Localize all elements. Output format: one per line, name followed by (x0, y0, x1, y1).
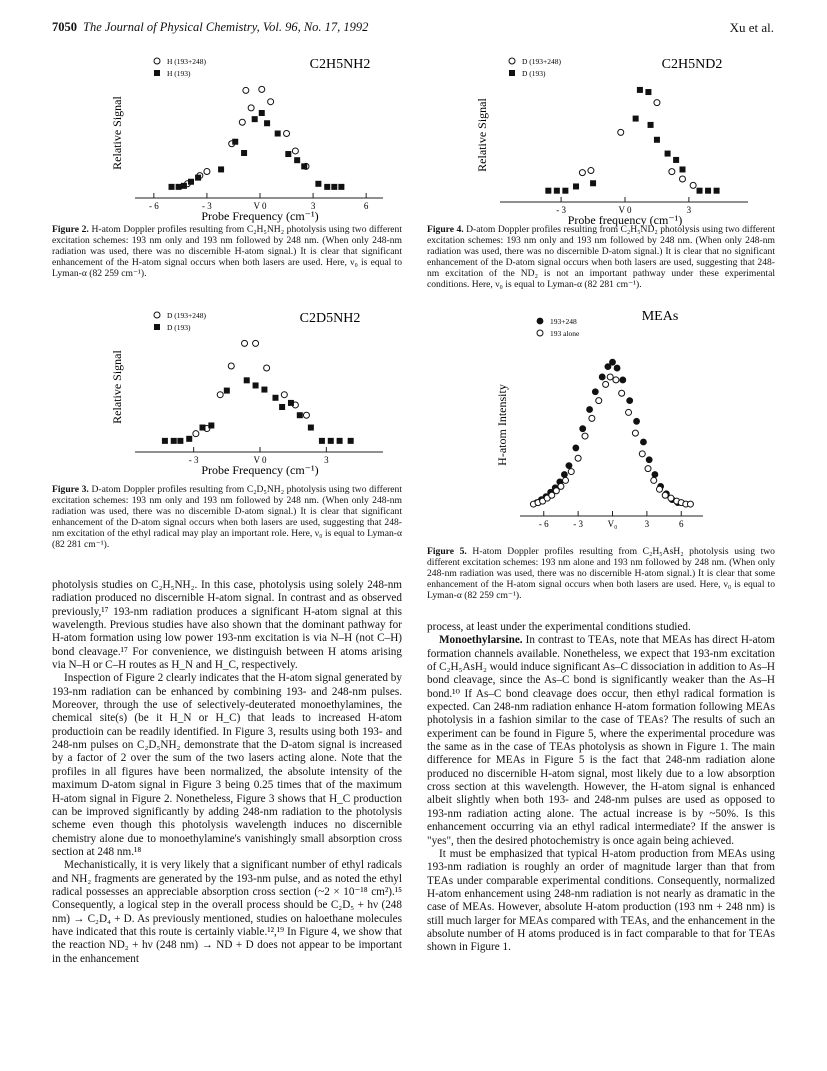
data-point (669, 169, 675, 175)
data-point (294, 157, 300, 163)
figure-3-caption (52, 485, 402, 550)
data-point (285, 151, 291, 157)
data-point (599, 374, 606, 381)
data-point (651, 471, 658, 478)
data-point (244, 377, 250, 383)
x-tick-label: V 0 (618, 205, 632, 215)
x-tick-label: 3 (310, 201, 316, 211)
data-point (331, 184, 337, 190)
header-left (52, 20, 368, 35)
data-point (645, 89, 651, 95)
data-point (640, 439, 647, 446)
data-point (272, 395, 278, 401)
figure-2-caption (52, 225, 402, 280)
legend-marker (537, 318, 544, 325)
data-point (239, 119, 245, 125)
data-point (186, 436, 192, 442)
data-point (690, 182, 696, 188)
data-point (626, 409, 632, 415)
legend-entry: D (193) (167, 323, 191, 332)
data-point (607, 374, 613, 380)
figure-5 (495, 300, 720, 540)
data-point (609, 359, 616, 366)
legend-entry: 193 alone (550, 329, 580, 338)
data-point (217, 392, 223, 398)
x-tick-label: 6 (679, 519, 684, 529)
data-point (563, 477, 569, 483)
data-point (586, 406, 593, 413)
paragraph: Mechanistically, it is very likely that a significant number of ethyl radicals and NH₂ fragments are generated by the 193-nm pulse, and as noted the ethyl radical possesses an appreciable absorption cross section (~2 × 10⁻¹⁸ cm²).¹⁵ Consequently, a logical step in the overall process should be C₂D₅ + hν (248 nm) → C₂D₄ + D. As previously mentioned, studies on haloethane molecules have indicated that this route is certainly viable.¹²,¹⁹ In Figure 4, we show that the reaction ND₂ + hν (248 nm) → ND + D does not appear to be important in the enhancement (52, 859, 402, 965)
data-point (261, 387, 267, 393)
data-point (208, 422, 214, 428)
paragraph (427, 634, 775, 848)
legend-marker (509, 70, 515, 76)
data-point (169, 184, 175, 190)
data-point (242, 340, 248, 346)
figure-5-caption-text: H-atom Doppler profiles resulting from C₂H₅AsH₂ photolysis using two different excitation schemes: 193 nm alone and 193 nm followed by 248 nm. (When only 248-nm radiation was used, there was no discernible H-atom signal.) It is clear that some enhancement of the H-atom signal occurs when both lasers are used. Here, ν₀ is equal to Lyman-α (82 259 cm⁻¹). (427, 546, 775, 601)
x-tick-label: - 3 (556, 205, 566, 215)
data-point (337, 438, 343, 444)
x-axis-label: Probe Frequency (cm⁻¹) (201, 463, 319, 477)
y-axis-label: Relative Signal (110, 350, 124, 424)
data-point (596, 398, 602, 404)
data-point (176, 184, 182, 190)
page-number: 7050 (52, 20, 77, 34)
data-point (633, 418, 640, 425)
y-axis-label: Relative Signal (110, 96, 124, 170)
data-point (562, 188, 568, 194)
data-point (665, 151, 671, 157)
x-axis-label: Probe Frequency (cm⁻¹) (201, 209, 319, 223)
data-point (613, 377, 619, 383)
data-point (264, 120, 270, 126)
data-point (338, 184, 344, 190)
data-point (288, 400, 294, 406)
x-tick-label: 3 (644, 519, 650, 529)
x-axis-label: Probe frequency (cm⁻¹) (567, 213, 683, 227)
data-point (592, 388, 599, 395)
data-point (558, 483, 564, 489)
data-point (328, 438, 334, 444)
data-point (603, 381, 609, 387)
data-point (303, 412, 309, 418)
data-point (253, 340, 259, 346)
data-point (697, 188, 703, 194)
figure-5-caption (427, 547, 775, 602)
data-point (582, 433, 588, 439)
paragraph: Inspection of Figure 2 clearly indicates that the H-atom signal generated by 193-nm radiation can be enhanced by combining 193- and 248-nm pulses. Moreover, through the use of selectively-deuterated monoethylamines, the chemical site(s) (be it H_N or H_C) that leads to increased H-atom productioin can be readily identified. In Figure 3, results using both 193- and 248-nm pulses on C₂D₅NH₂ demonstrate that the D-atom signal is increased by a factor of 2 over the sum of the two lasers acting alone. Note that the profiles in all figures have been normalized, the absolute intensity of the maximum D-atom signal in Figure 3 being 0.25 times that of the maximum H-atom signal in Figure 2. Nonetheless, Figure 3 shows that H_C production can be improved significantly by adding 248-nm radiation to the photolysis scheme even though this photolysis wavelength induces no discernible chemistry alone due to monoethylamine's vanishingly small absorption cross section at 248 nm.¹⁸ (52, 672, 402, 858)
data-point (680, 176, 686, 182)
paragraph-text: In contrast to TEAs, note that MEAs has direct H-atom formation channels available. Nonetheless, we expect that 193-nm excitation of C₂H₅AsH₂ would induce significant As–C dissociation in addition to As–H bond cleavage, since the As–C bond is significantly weaker than the As–H bond.¹⁰ If As–C bond cleavage does occur, then ethyl radical formation is expected. Can 248-nm radiation enhance H-atom formation following MEAs photolysis in a fashion similar to the case of TEAs? The results of such an experiment can be found in Figure 5, where the experimental procedure was the same as in the case of TEAs photolysis as shown in Figure 1. The main difference for MEAs in Figure 5 is the fact that 248-nm radiation alone produced no discernible H-atom signal, most likely due to a low absorption cross section at this wavelength. However, the H-atom signal is enhanced albeit slightly when both 193- and 248-nm pulses are used as opposed to 193-nm radiation acting alone. The actual increase is by ~50%. Is this enhancement occurring via an ethyl radical intermediate? If the answer is "yes", then the desired photochemistry is once again being achieved. (427, 634, 775, 847)
data-point (259, 86, 265, 92)
x-tick-label: V₀ (607, 519, 618, 529)
figure-2-caption-label: Figure 2. (52, 224, 89, 235)
data-point (654, 137, 660, 143)
data-point (656, 486, 662, 492)
data-point (224, 388, 230, 394)
figure-4-caption-label: Figure 4. (427, 224, 464, 235)
data-point (687, 501, 693, 507)
chart-title: C2D5NH2 (299, 311, 361, 326)
data-point (579, 170, 585, 176)
data-point (590, 180, 596, 186)
chart-title: MEAs (641, 309, 679, 324)
figure-2 (95, 52, 405, 223)
data-point (618, 129, 624, 135)
x-tick-label: - 3 (573, 519, 583, 529)
data-point (301, 163, 307, 169)
data-point (626, 397, 633, 404)
legend-marker (509, 58, 515, 64)
legend-entry: D (193+248) (167, 311, 207, 320)
data-point (284, 131, 290, 137)
legend-marker (154, 324, 160, 330)
data-point (680, 166, 686, 172)
data-point (619, 390, 625, 396)
x-tick-label: - 6 (148, 201, 159, 211)
legend-entry: H (193) (167, 69, 191, 78)
x-tick-label: - 3 (188, 455, 199, 465)
paragraph: photolysis studies on C₂H₅NH₂. In this case, photolysis using solely 248-nm radiation produced no discernible H-atom signal. In contrast and as observed previously,¹⁷ 193-nm radiation produces a significant H-atom signal at this wavelength. Previous studies have also shown that the dominant pathway for H-atom formation using low power 193-nm excitation is via N–H (not C–H) bond cleavage.¹⁷ For convenience, we distinguish between H atoms arising via N–H or C–H routes as H_N and H_C, respectively. (52, 579, 402, 672)
data-point (200, 425, 206, 431)
data-point (193, 431, 199, 437)
data-point (188, 179, 194, 185)
data-point (264, 365, 270, 371)
paragraph: It must be emphasized that typical H-atom production from MEAs using 193-nm radiation is roughly an order of magnitude larger than that from TEAs under comparable experimental conditions. Consequently, normalized H-atom enhancement using 248-nm radiation is not nearly as dramatic in the case of MEAs. However, absolute H-atom production (193 nm + 248 nm) is still much larger for MEAs compared with TEAs, and the enhancement in the absolute number of H atoms produced is in fact comparable to that for TEAs shown in Figure 1. (427, 847, 775, 954)
data-point (654, 100, 660, 106)
legend-entry: D (193+248) (522, 57, 562, 66)
data-point (181, 183, 187, 189)
legend-entry: H (193+248) (167, 57, 207, 66)
header-authors: Xu et al. (729, 20, 774, 35)
data-point (645, 466, 651, 472)
figure-3-caption-text: D-atom Doppler profiles resulting from C₂D₅NH₂ photolysis using two different excitation schemes: 193 nm only and 193 nm followed by 248 nm. (When only 248-nm radiation was used, there was no discernible D-atom signal.) It is clear that significant enhancement of the D-atom signal occurs when both lasers are used, suggesting that 248-nm excitation of the ethyl radical may play an important role. Here, ν₀ is equal to Lyman-α (82 281 cm⁻¹). (52, 484, 402, 550)
legend-marker (537, 330, 543, 336)
x-tick-label: V 0 (253, 455, 267, 465)
figure-4-caption (427, 225, 775, 290)
legend-marker (154, 70, 160, 76)
data-point (705, 188, 711, 194)
data-point (714, 188, 720, 194)
data-point (177, 438, 183, 444)
data-point (348, 438, 354, 444)
data-point (324, 184, 330, 190)
data-point (315, 181, 321, 187)
x-tick-label: - 3 (202, 201, 212, 211)
y-axis-label: H-atom Intensity (495, 384, 509, 466)
data-point (218, 166, 224, 172)
data-point (579, 425, 586, 432)
data-point (281, 392, 287, 398)
figure-4-chart (470, 52, 770, 227)
data-point (573, 183, 579, 189)
section-heading: Monoethylarsine. (439, 634, 523, 647)
data-point (243, 87, 249, 93)
data-point (248, 105, 254, 111)
data-point (646, 456, 653, 463)
data-point (279, 404, 285, 410)
data-point (639, 451, 645, 457)
data-point (619, 377, 626, 384)
x-tick-label: 3 (686, 205, 692, 215)
data-point (632, 430, 638, 436)
figure-3-chart (95, 306, 405, 477)
data-point (589, 415, 595, 421)
chart-title: C2H5ND2 (661, 57, 723, 72)
figure-3-caption-label: Figure 3. (52, 484, 89, 495)
data-point (648, 122, 654, 128)
data-point (614, 365, 621, 372)
data-point (268, 99, 274, 105)
data-point (195, 175, 201, 181)
data-point (162, 438, 168, 444)
data-point (673, 157, 679, 163)
data-point (572, 445, 579, 452)
paragraph: process, at least under the experimental conditions studied. (427, 621, 691, 633)
body-right-column (427, 621, 775, 955)
legend-marker (154, 312, 160, 318)
data-point (319, 438, 325, 444)
data-point (668, 495, 674, 501)
data-point (232, 139, 238, 145)
x-tick-label: - 6 (538, 519, 549, 529)
data-point (252, 116, 258, 122)
x-tick-label: 6 (363, 201, 369, 211)
data-point (228, 363, 234, 369)
figure-4-caption-text: D-atom Doppler profiles resulting from C₂H₅ND₂ photolysis using two different excitation schemes: 193 nm only and 193 nm followed by 248 nm. (When only 248-nm radiation was used, there was no discernible D-atom signal.) It is clear that no significant enhancement of the D-atom signal occurs when both lasers are used, suggesting that 248-nm excitation of the ND₂ is not an important pathway under these experimental conditions. Here, ν₀ is equal to Lyman-α (82 281 cm⁻¹). (427, 224, 775, 290)
figure-2-caption-text: H-atom Doppler profiles resulting from C₂H₅NH₂ photolysis using two different excitation schemes: 193 nm only and 193 nm followed by 248 nm. (When only 248-nm radiation was used, there was no discernible H-atom signal.) It is clear that significant enhancement of the H-atom signal occurs when both lasers are used. Here, ν₀ is equal to Lyman-α (82 259 cm⁻¹). (52, 224, 402, 279)
figure-3 (95, 306, 405, 477)
x-tick-label: V 0 (253, 201, 267, 211)
data-point (545, 188, 551, 194)
data-point (637, 87, 643, 93)
legend-marker (154, 58, 160, 64)
figure-4 (470, 52, 770, 227)
data-point (554, 188, 560, 194)
data-point (561, 471, 568, 478)
data-point (275, 131, 281, 137)
data-point (241, 150, 247, 156)
figure-5-caption-label: Figure 5. (427, 546, 467, 557)
x-tick-label: 3 (324, 455, 329, 465)
figure-2-chart (95, 52, 405, 223)
data-point (588, 168, 594, 174)
data-point (568, 469, 574, 475)
data-point (566, 462, 573, 469)
body-left-column (52, 579, 402, 966)
data-point (204, 168, 210, 174)
figure-5-chart (495, 300, 720, 540)
data-point (662, 492, 668, 498)
chart-title: C2H5NH2 (309, 57, 371, 72)
data-point (253, 382, 259, 388)
data-point (259, 110, 265, 116)
legend-entry: 193+248 (550, 317, 577, 326)
data-point (292, 148, 298, 154)
data-point (651, 477, 657, 483)
data-point (171, 438, 177, 444)
data-point (575, 455, 581, 461)
data-point (308, 425, 314, 431)
y-axis-label: Relative Signal (475, 98, 489, 172)
data-point (633, 116, 639, 122)
journal-citation: The Journal of Physical Chemistry, Vol. 96, No. 17, 1992 (83, 20, 369, 34)
data-point (297, 412, 303, 418)
legend-entry: D (193) (522, 69, 546, 78)
